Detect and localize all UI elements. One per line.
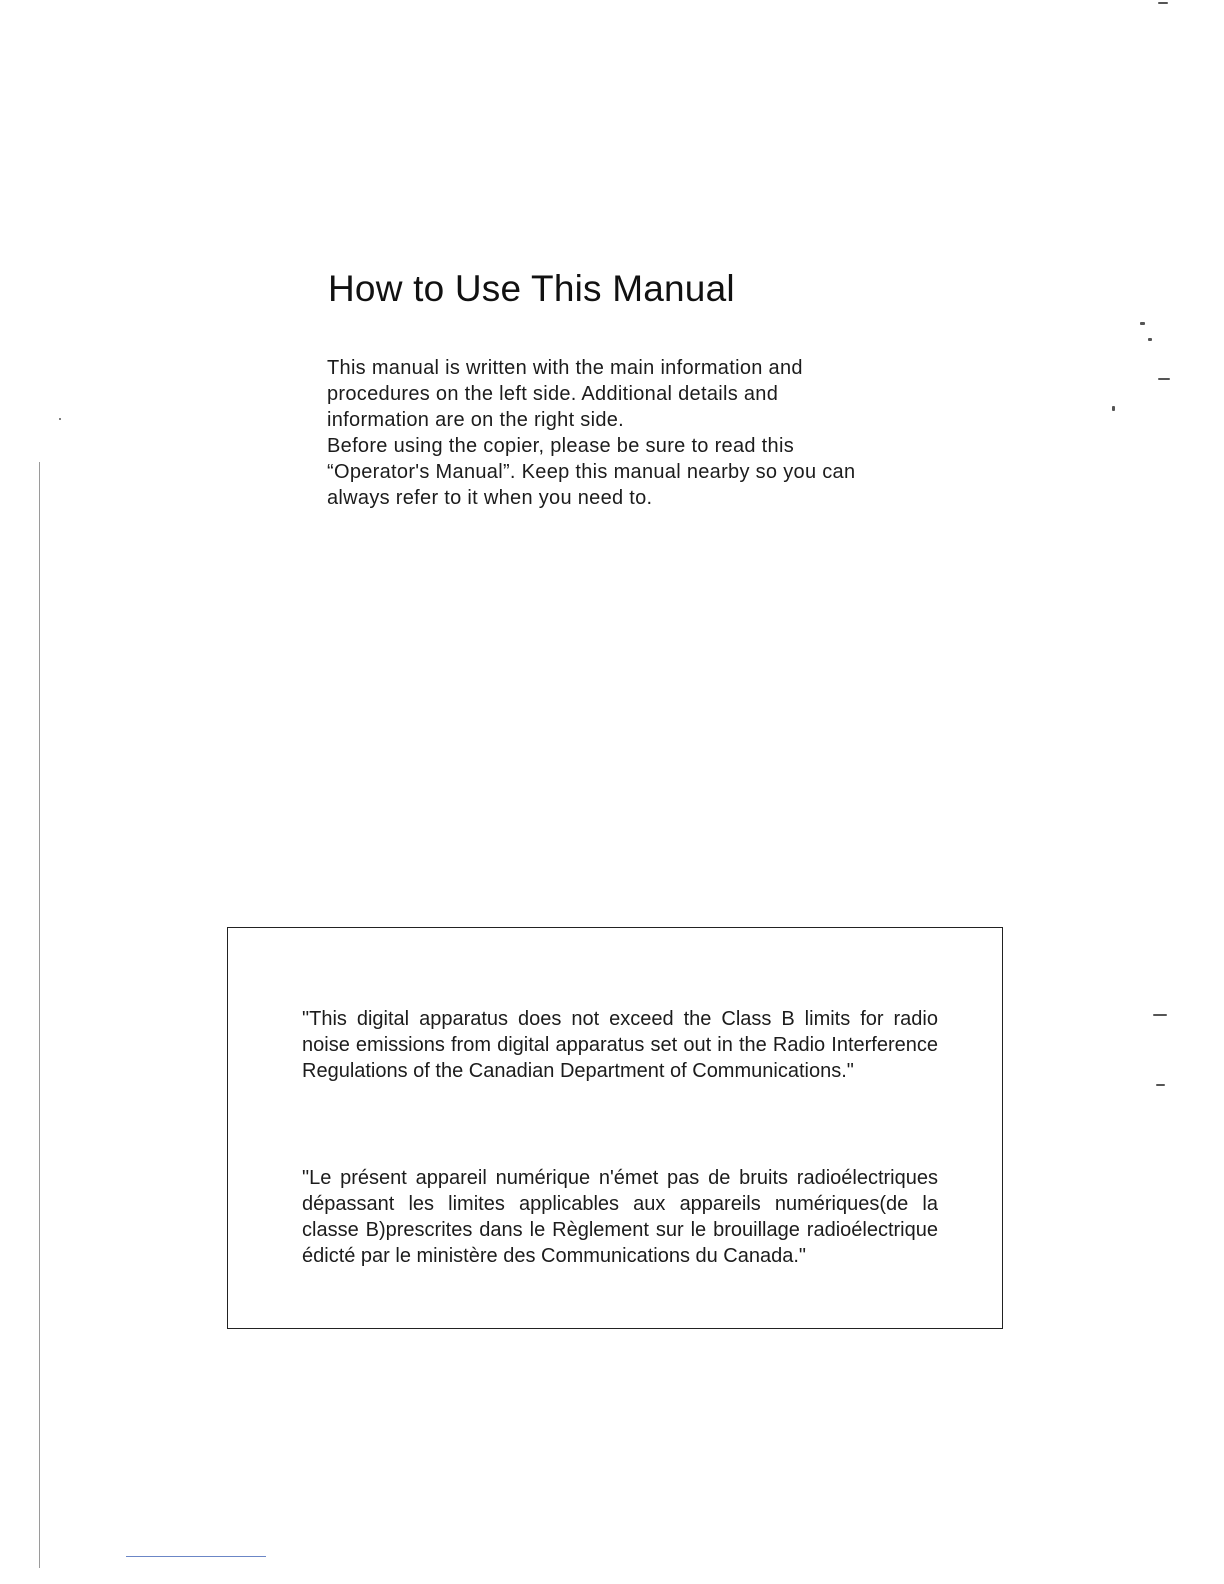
intro-line: “Operator's Manual”. Keep this manual nearby so you can [327,461,856,483]
footer-rule [126,1556,266,1557]
scan-speck [1158,378,1170,380]
intro-paragraph [327,355,967,511]
scan-speck [1148,338,1152,341]
scan-speck [1156,1084,1165,1086]
scan-speck [1158,2,1168,4]
page-title: How to Use This Manual [328,268,735,309]
intro-line: procedures on the left side. Additional details and [327,383,779,405]
binding-edge-line [39,462,40,1568]
regulatory-notice-box [227,927,1003,1329]
scan-speck [59,418,61,420]
scan-speck [1153,1014,1167,1016]
intro-line: This manual is written with the main information and [327,357,803,379]
scan-speck [1140,322,1145,325]
notice-english: "This digital apparatus does not exceed the Class B limits for radio noise emissions from digital apparatus set out in the Radio Interference Regulations of the Canadian Department of Communications." [302,1008,938,1082]
scan-speck [1112,406,1115,411]
intro-line: always refer to it when you need to. [327,487,653,509]
notice-french: "Le présent appareil numérique n'émet pas de bruits radioélectriques dépassant les limites applicables aux appareils numériques(de la classe B)prescrites dans le Règlement sur le brouillage radioélectrique édicté par le ministère des Communications du Canada." [302,1167,938,1267]
intro-line: information are on the right side. [327,409,625,431]
intro-line: Before using the copier, please be sure to read this [327,435,794,457]
